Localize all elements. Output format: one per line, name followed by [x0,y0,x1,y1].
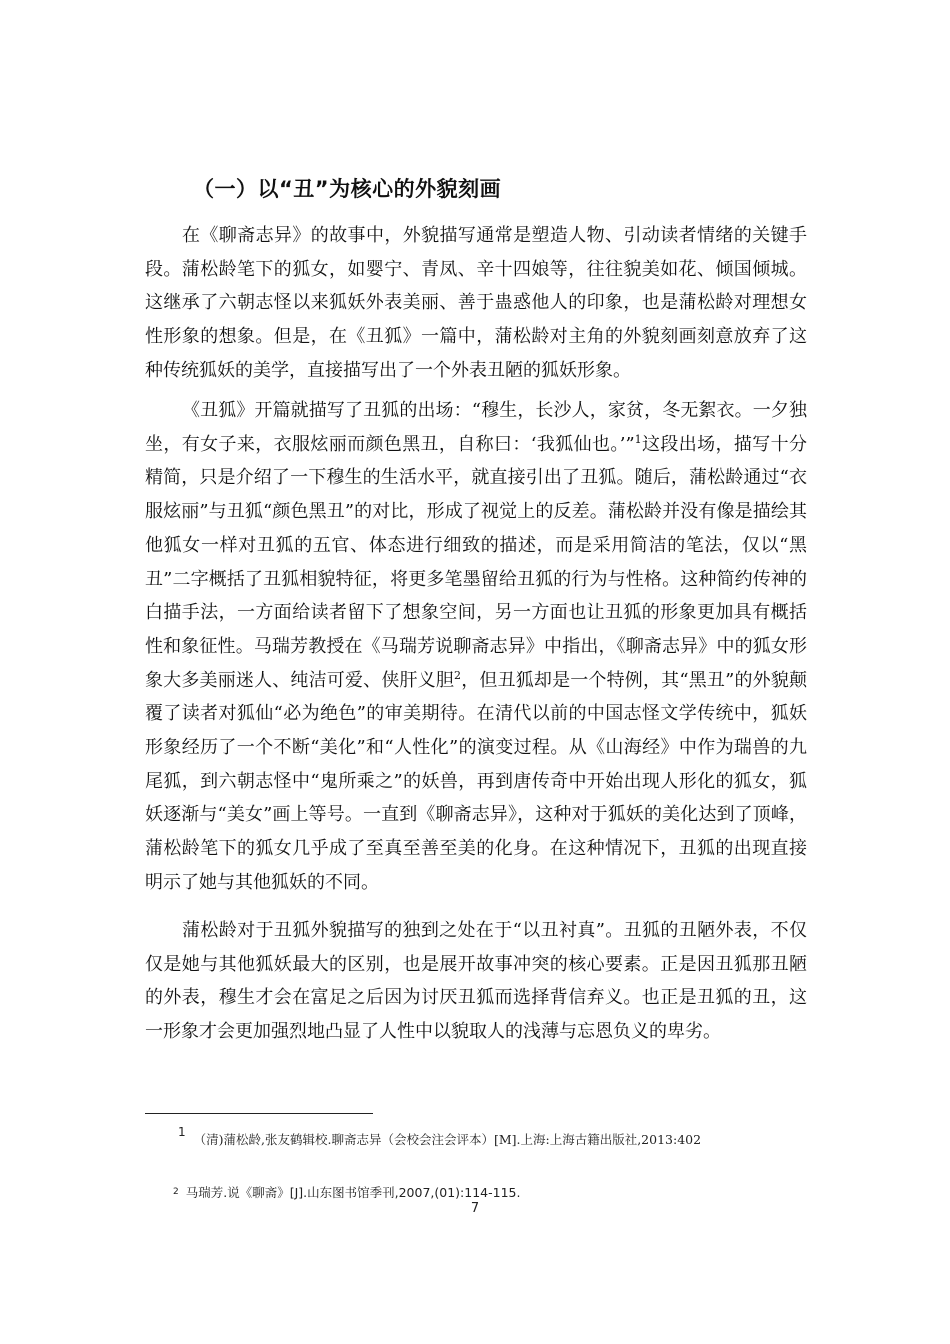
paragraph-1: 在《聊斋志异》的故事中，外貌描写通常是塑造人物、引动读者情绪的关键手段。蒲松龄笔下的狐女，如婴宁、青凤、辛十四娘等，往往貌美如花、倾国倾城。这继承了六朝志怪以来狐妖外表美丽、善于蛊惑他人的印象，也是蒲松龄对理想女性形象的想象。但是，在《丑狐》一篇中，蒲松龄对主角的外貌刻画刻意放弃了这种传统狐妖的美学，直接描写出了一个外表丑陋的狐妖形象。 [145,225,807,381]
footnote-2-mark: 2 [173,1187,179,1197]
page-number: 7 [470,1201,480,1216]
footnote-1 [178,1125,701,1155]
footnote-ref-1[interactable]: 1 [634,432,642,446]
footnote-1-text: （清)蒲松龄,张友鹤辑校.聊斋志异（会校会注会评本）[M].上海:上海古籍出版社,2013:402 [193,1132,702,1147]
paragraph-2-part-b: 这段出场，描写十分精简，只是介绍了一下穆生的生活水平，就直接引出了丑狐。随后，蒲松龄通过“衣服炫丽”与丑狐“颜色黑丑”的对比，形成了视觉上的反差。蒲松龄并没有像是描绘其他狐女一样对丑狐的五官、体态进行细致的描述，而是采用简洁的笔法，仅以“黑丑”二字概括了丑狐相貌特征，将更多笔墨留给丑狐的行为与性格。这种简约传神的白描手法，一方面给读者留下了想象空间，另一方面也让丑狐的形象更加具有概括性和象征性。马瑞芳教授在《马瑞芳说聊斋志异》中指出，《聊斋志异》中的狐女形象大多美丽迷人、纯洁可爱、侠肝义胆 [145,433,807,691]
footnote-2-text: 马瑞芳.说《聊斋》[J].山东图书馆季刊,2007,(01):114-115. [185,1185,521,1200]
paragraph-2-part-a: 《丑狐》开篇就描写了丑狐的出场：“穆生，长沙人，家贫，冬无絮衣。一夕独坐，有女子来，衣服炫丽而颜色黑丑，自称曰：‘我狐仙也。’” [145,400,807,455]
paragraph-2-part-c: ，但丑狐却是一个特例，其“黑丑”的外貌颠覆了读者对狐仙“必为绝色”的审美期待。在清代以前的中国志怪文学传统中，狐妖形象经历了一个不断“美化”和“人性化”的演变过程。从《山海经》中作为瑞兽的九尾狐，到六朝志怪中“鬼所乘之”的妖兽，再到唐传奇中开始出现人形化的狐女，狐妖逐渐与“美女”画上等号。一直到《聊斋志异》，这种对于狐妖的美化达到了顶峰，蒲松龄笔下的狐女几乎成了至真至善至美的化身。在这种情况下，丑狐的出现直接明示了她与其他狐妖的不同。 [145,669,807,893]
section-heading: （一）以“丑”为核心的外貌刻画 [193,177,502,201]
paragraph-3: 蒲松龄对于丑狐外貌描写的独到之处在于“以丑衬真”。丑狐的丑陋外表，不仅仅是她与其他狐妖最大的区别，也是展开故事冲突的核心要素。正是因丑狐那丑陋的外表，穆生才会在富足之后因为讨厌丑狐而选择背信弃义。也正是丑狐的丑，这一形象才会更加强烈地凸显了人性中以貌取人的浅薄与忘恩负义的卑劣。 [145,920,807,1043]
footnote-ref-2[interactable]: 2 [454,668,462,682]
paragraph-2 [145,394,807,900]
footnote-1-mark: 1 [178,1125,186,1139]
footnote-separator [145,1113,373,1114]
